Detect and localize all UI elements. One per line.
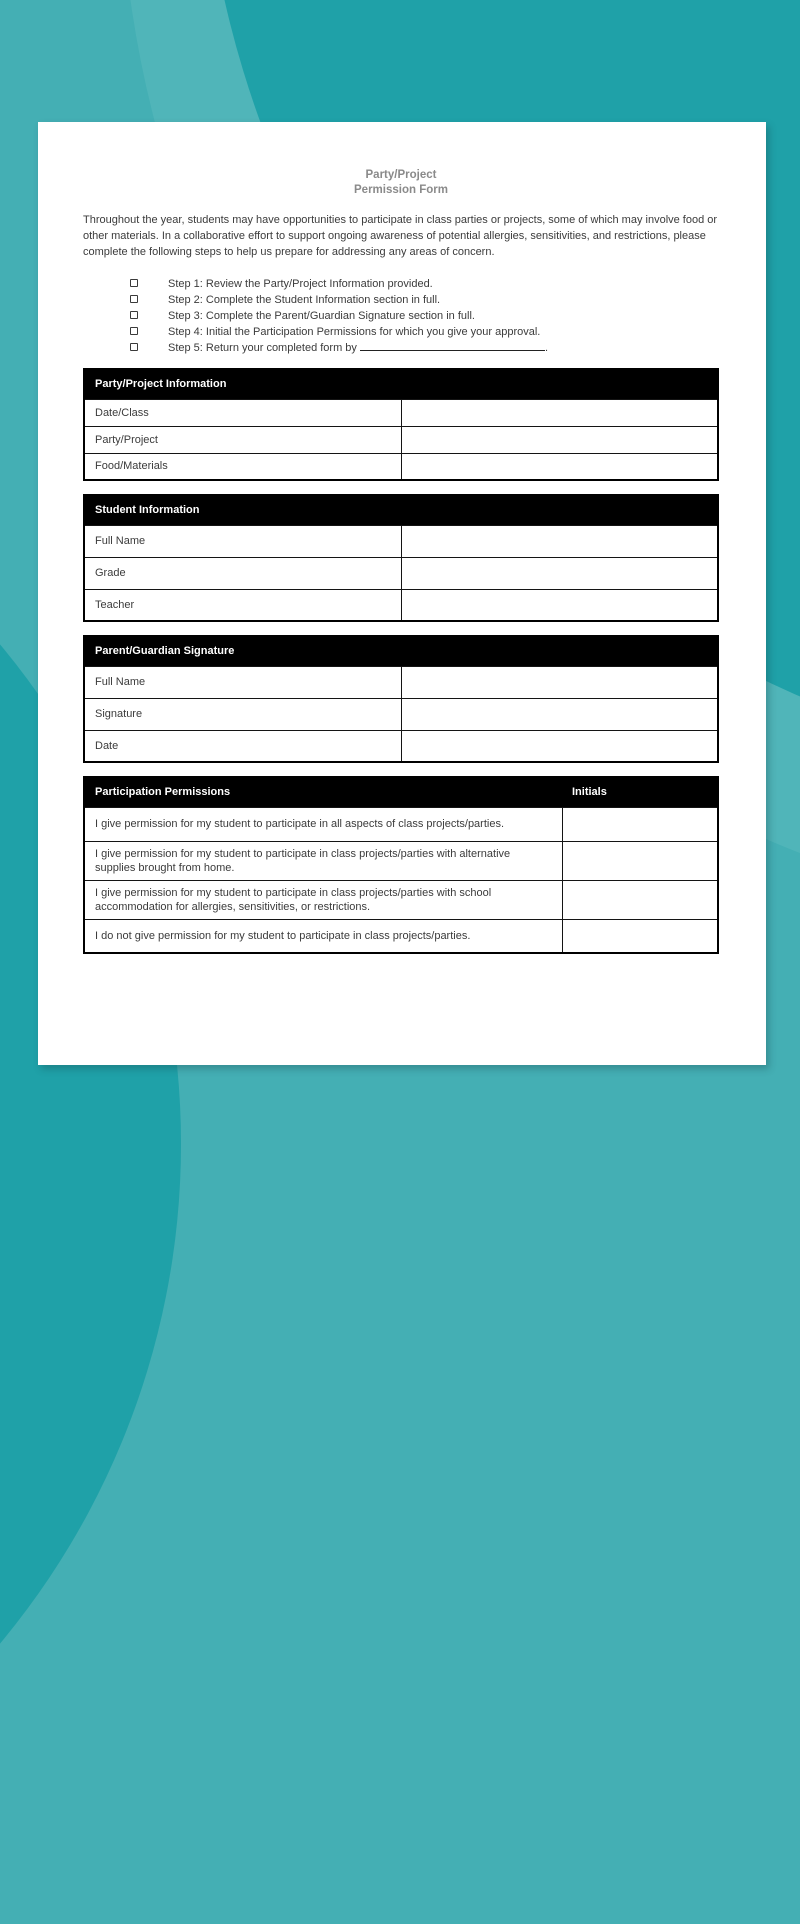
student-info-header: Student Information xyxy=(84,495,718,525)
step-item-3 xyxy=(83,308,719,324)
guardian-signature-field[interactable] xyxy=(401,698,718,730)
checkbox-bullet-icon xyxy=(130,327,138,335)
participation-permissions-table xyxy=(83,776,719,954)
permission-option-2-label: I give permission for my student to participate in class projects/parties with alternative supplies brought from home. xyxy=(84,841,562,880)
initials-header: Initials xyxy=(562,777,718,807)
permission-option-2-initials-field[interactable] xyxy=(562,841,718,880)
step-item-2 xyxy=(83,292,719,308)
table-row xyxy=(84,807,718,841)
guardian-full-name-field[interactable] xyxy=(401,666,718,698)
guardian-date-field[interactable] xyxy=(401,730,718,762)
step-label: Step 1: Review the Party/Project Information provided. xyxy=(168,278,433,290)
step5-prefix: Step 5: Return your completed form by xyxy=(168,342,357,354)
party-info-table xyxy=(83,368,719,481)
table-row xyxy=(84,399,718,426)
row-label-date: Date xyxy=(84,730,401,762)
student-grade-field[interactable] xyxy=(401,557,718,589)
guardian-signature-header: Parent/Guardian Signature xyxy=(84,636,718,666)
page-title-line1: Party/Project xyxy=(365,169,437,181)
student-info-table xyxy=(83,494,719,622)
intro-paragraph: Throughout the year, students may have opportunities to participate in class parties or projects, some of which may involve food or other materials. In a collaborative effort to support ongoing awareness of potential allergies, sensitivities, and restrictions, please complete the following steps to help us prepare for addressing any areas of concern. xyxy=(83,214,718,258)
step-item-5 xyxy=(83,340,719,356)
step-label: Step 3: Complete the Parent/Guardian Signature section in full. xyxy=(168,310,475,322)
page-title xyxy=(83,168,719,198)
permission-option-4-label: I do not give permission for my student to participate in class projects/parties. xyxy=(84,919,562,953)
return-date-blank[interactable] xyxy=(360,340,545,351)
checkbox-bullet-icon xyxy=(130,279,138,287)
date-class-field[interactable] xyxy=(401,399,718,426)
row-label-teacher: Teacher xyxy=(84,589,401,621)
table-row xyxy=(84,730,718,762)
step-item-1 xyxy=(83,276,719,292)
permission-option-4-initials-field[interactable] xyxy=(562,919,718,953)
row-label-grade: Grade xyxy=(84,557,401,589)
step5-suffix: . xyxy=(545,342,549,354)
party-project-field[interactable] xyxy=(401,426,718,453)
row-label-signature: Signature xyxy=(84,698,401,730)
table-row xyxy=(84,666,718,698)
table-row xyxy=(84,426,718,453)
table-row xyxy=(84,453,718,480)
food-materials-field[interactable] xyxy=(401,453,718,480)
row-label-full-name: Full Name xyxy=(84,525,401,557)
row-label-date-class: Date/Class xyxy=(84,399,401,426)
table-row xyxy=(84,525,718,557)
permission-option-3-initials-field[interactable] xyxy=(562,880,718,919)
step-label: Step 2: Complete the Student Information section in full. xyxy=(168,294,441,306)
table-row xyxy=(84,880,718,919)
checkbox-bullet-icon xyxy=(130,295,138,303)
table-row xyxy=(84,841,718,880)
table-row xyxy=(84,919,718,953)
table-row xyxy=(84,698,718,730)
party-info-header: Party/Project Information xyxy=(84,369,718,399)
permission-option-3-label: I give permission for my student to participate in class projects/parties with school accommodation for allergies, sensitivities, or restrictions. xyxy=(84,880,562,919)
permission-option-1-label: I give permission for my student to participate in all aspects of class projects/parties. xyxy=(84,807,562,841)
step-label: Step 4: Initial the Participation Permissions for which you give your approval. xyxy=(168,326,541,338)
page-title-line2: Permission Form xyxy=(354,184,448,196)
step-item-4 xyxy=(83,324,719,340)
permission-option-1-initials-field[interactable] xyxy=(562,807,718,841)
step-label xyxy=(168,340,548,356)
permission-form-page xyxy=(38,122,766,1065)
student-full-name-field[interactable] xyxy=(401,525,718,557)
table-row xyxy=(84,557,718,589)
student-teacher-field[interactable] xyxy=(401,589,718,621)
steps-list xyxy=(83,276,719,356)
guardian-signature-table xyxy=(83,635,719,763)
table-row xyxy=(84,589,718,621)
row-label-guardian-full-name: Full Name xyxy=(84,666,401,698)
row-label-food-materials: Food/Materials xyxy=(84,453,401,480)
participation-header: Participation Permissions xyxy=(84,777,562,807)
checkbox-bullet-icon xyxy=(130,311,138,319)
checkbox-bullet-icon xyxy=(130,343,138,351)
row-label-party-project: Party/Project xyxy=(84,426,401,453)
